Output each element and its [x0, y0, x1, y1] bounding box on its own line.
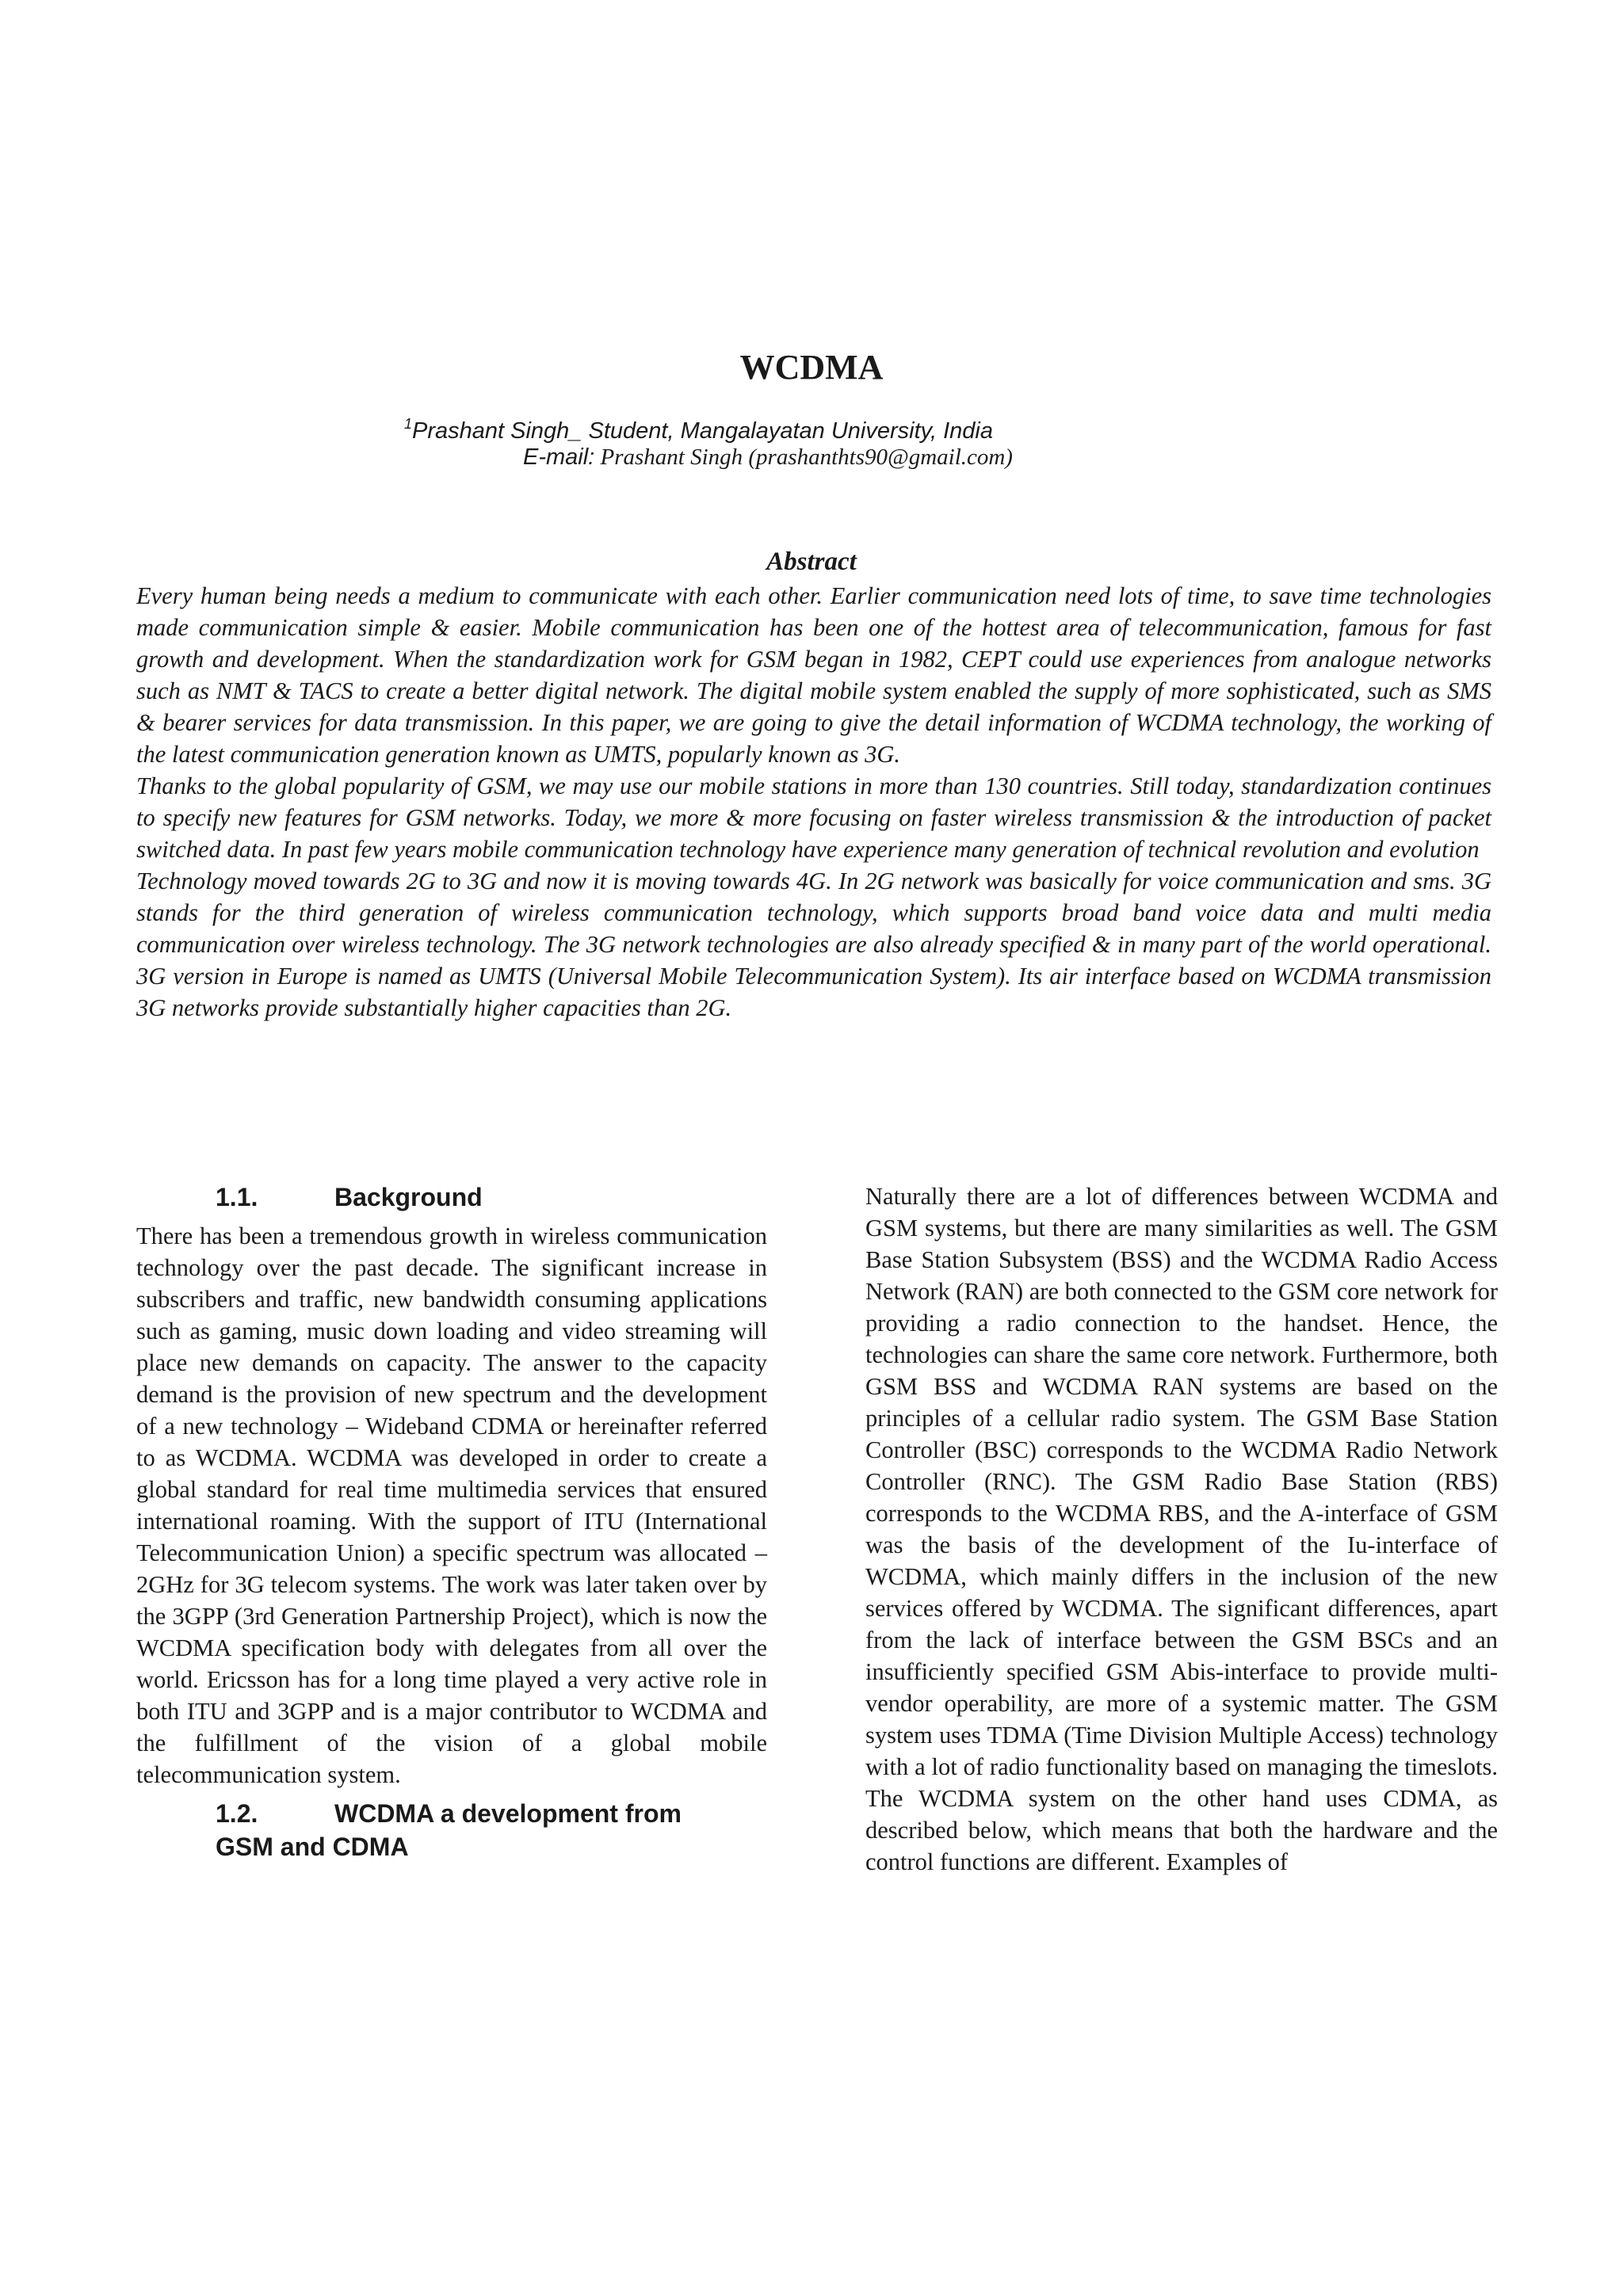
author-line: Prashant Singh_ Student, Mangalayatan University, India: [412, 418, 993, 444]
right-column-body: Naturally there are a lot of differences between WCDMA and GSM systems, but there are many similarities as well. The GSM Base Station Subsystem (BSS) and the WCDMA Radio Access Network (RAN) are both connected to the GSM core network for providing a radio connection to the handset. Hence, the technologies can share the same core network. Furthermore, both GSM BSS and WCDMA RAN systems are based on the principles of a cellular radio system. The GSM Base Station Controller (BSC) corresponds to the WCDMA Radio Network Controller (RNC). The GSM Radio Base Station (RBS) corresponds to the WCDMA RBS, and the A-interface of GSM was the basis of the development of the Iu-interface of WCDMA, which mainly differs in the inclusion of the new services offered by WCDMA. The significant differences, apart from the lack of interface between the GSM BSCs and an insufficiently specified GSM Abis-interface to provide multi-vendor operability, are more of a systemic matter. The GSM system uses TDMA (Time Division Multiple Access) technology with a lot of radio functionality based on managing the timeslots. The WCDMA system on the other hand uses CDMA, as described below, which means that both the hardware and the control functions are different. Examples of: [865, 1183, 1498, 1875]
author-superscript: 1: [404, 416, 413, 432]
left-column: [136, 1180, 767, 1863]
author-affiliation: [404, 409, 993, 446]
abstract-heading: Abstract: [766, 547, 857, 576]
section-body-background: There has been a tremendous growth in wireless communication technology over the past decade. The significant increase in subscribers and traffic, new bandwidth consuming applications such as gaming, music down loading and video streaming will place new demands on capacity. The answer to the capacity demand is the provision of new spectrum and the development of a new technology – Wideband CDMA or hereinafter referred to as WCDMA. WCDMA was developed in order to create a global standard for real time multimedia services that ensured international roaming. With the support of ITU (International Telecommunication Union) a specific spectrum was allocated – 2GHz for 3G telecom systems. The work was later taken over by the 3GPP (3rd Generation Partnership Project), which is now the WCDMA specification body with delegates from all over the world. Ericsson has for a long time played a very active role in both ITU and 3GPP and is a major contributor to WCDMA and the fulfillment of the vision of a global mobile telecommunication system.: [136, 1222, 767, 1788]
author-email: [523, 442, 1013, 472]
paper-title: WCDMA: [739, 348, 884, 387]
email-value: Prashant Singh (prashanthts90@gmail.com): [600, 444, 1013, 470]
email-label: E-mail:: [523, 444, 595, 470]
section-number: 1.2.: [216, 1799, 258, 1828]
right-column: [865, 1180, 1498, 1878]
abstract-body: [136, 580, 1491, 1024]
section-title-line1: WCDMA a development from: [334, 1799, 682, 1828]
abstract-paragraph: Technology moved towards 2G to 3G and now it is moving towards 4G. In 2G network was basically for voice communication and sms. 3G stands for the third generation of wireless communication technology, which supports broad band voice data and multi media communication over wireless technology. The 3G network technologies are also already specified & in many part of the world operational. 3G version in Europe is named as UMTS (Universal Mobile Telecommunication System). Its air interface based on WCDMA transmission 3G networks provide substantially higher capacities than 2G.: [136, 868, 1491, 1021]
section-heading-wcdma-development: [136, 1797, 767, 1863]
section-heading-background: [136, 1180, 767, 1220]
abstract-paragraph: Thanks to the global popularity of GSM, we may use our mobile stations in more than 130 countries. Still today, standardization continues to specify new features for GSM networks. Today, we more & more focusing on faster wireless transmission & the introduction of packet switched data. In past few years mobile communication technology have experience many generation of technical revolution and evolution: [136, 772, 1491, 863]
abstract-paragraph: Every human being needs a medium to communicate with each other. Earlier communication need lots of time, to save time technologies made communication simple & easier. Mobile communication has been one of the hottest area of telecommunication, famous for fast growth and development. When the standardization work for GSM began in 1982, CEPT could use experiences from analogue networks such as NMT & TACS to create a better digital network. The digital mobile system enabled the supply of more sophisticated, such as SMS & bearer services for data transmission. In this paper, we are going to give the detail information of WCDMA technology, the working of the latest communication generation known as UMTS, popularly known as 3G.: [136, 582, 1491, 768]
section-title-line2: GSM and CDMA: [216, 1833, 409, 1861]
section-title: Background: [334, 1183, 483, 1211]
section-number: 1.1.: [216, 1183, 258, 1211]
